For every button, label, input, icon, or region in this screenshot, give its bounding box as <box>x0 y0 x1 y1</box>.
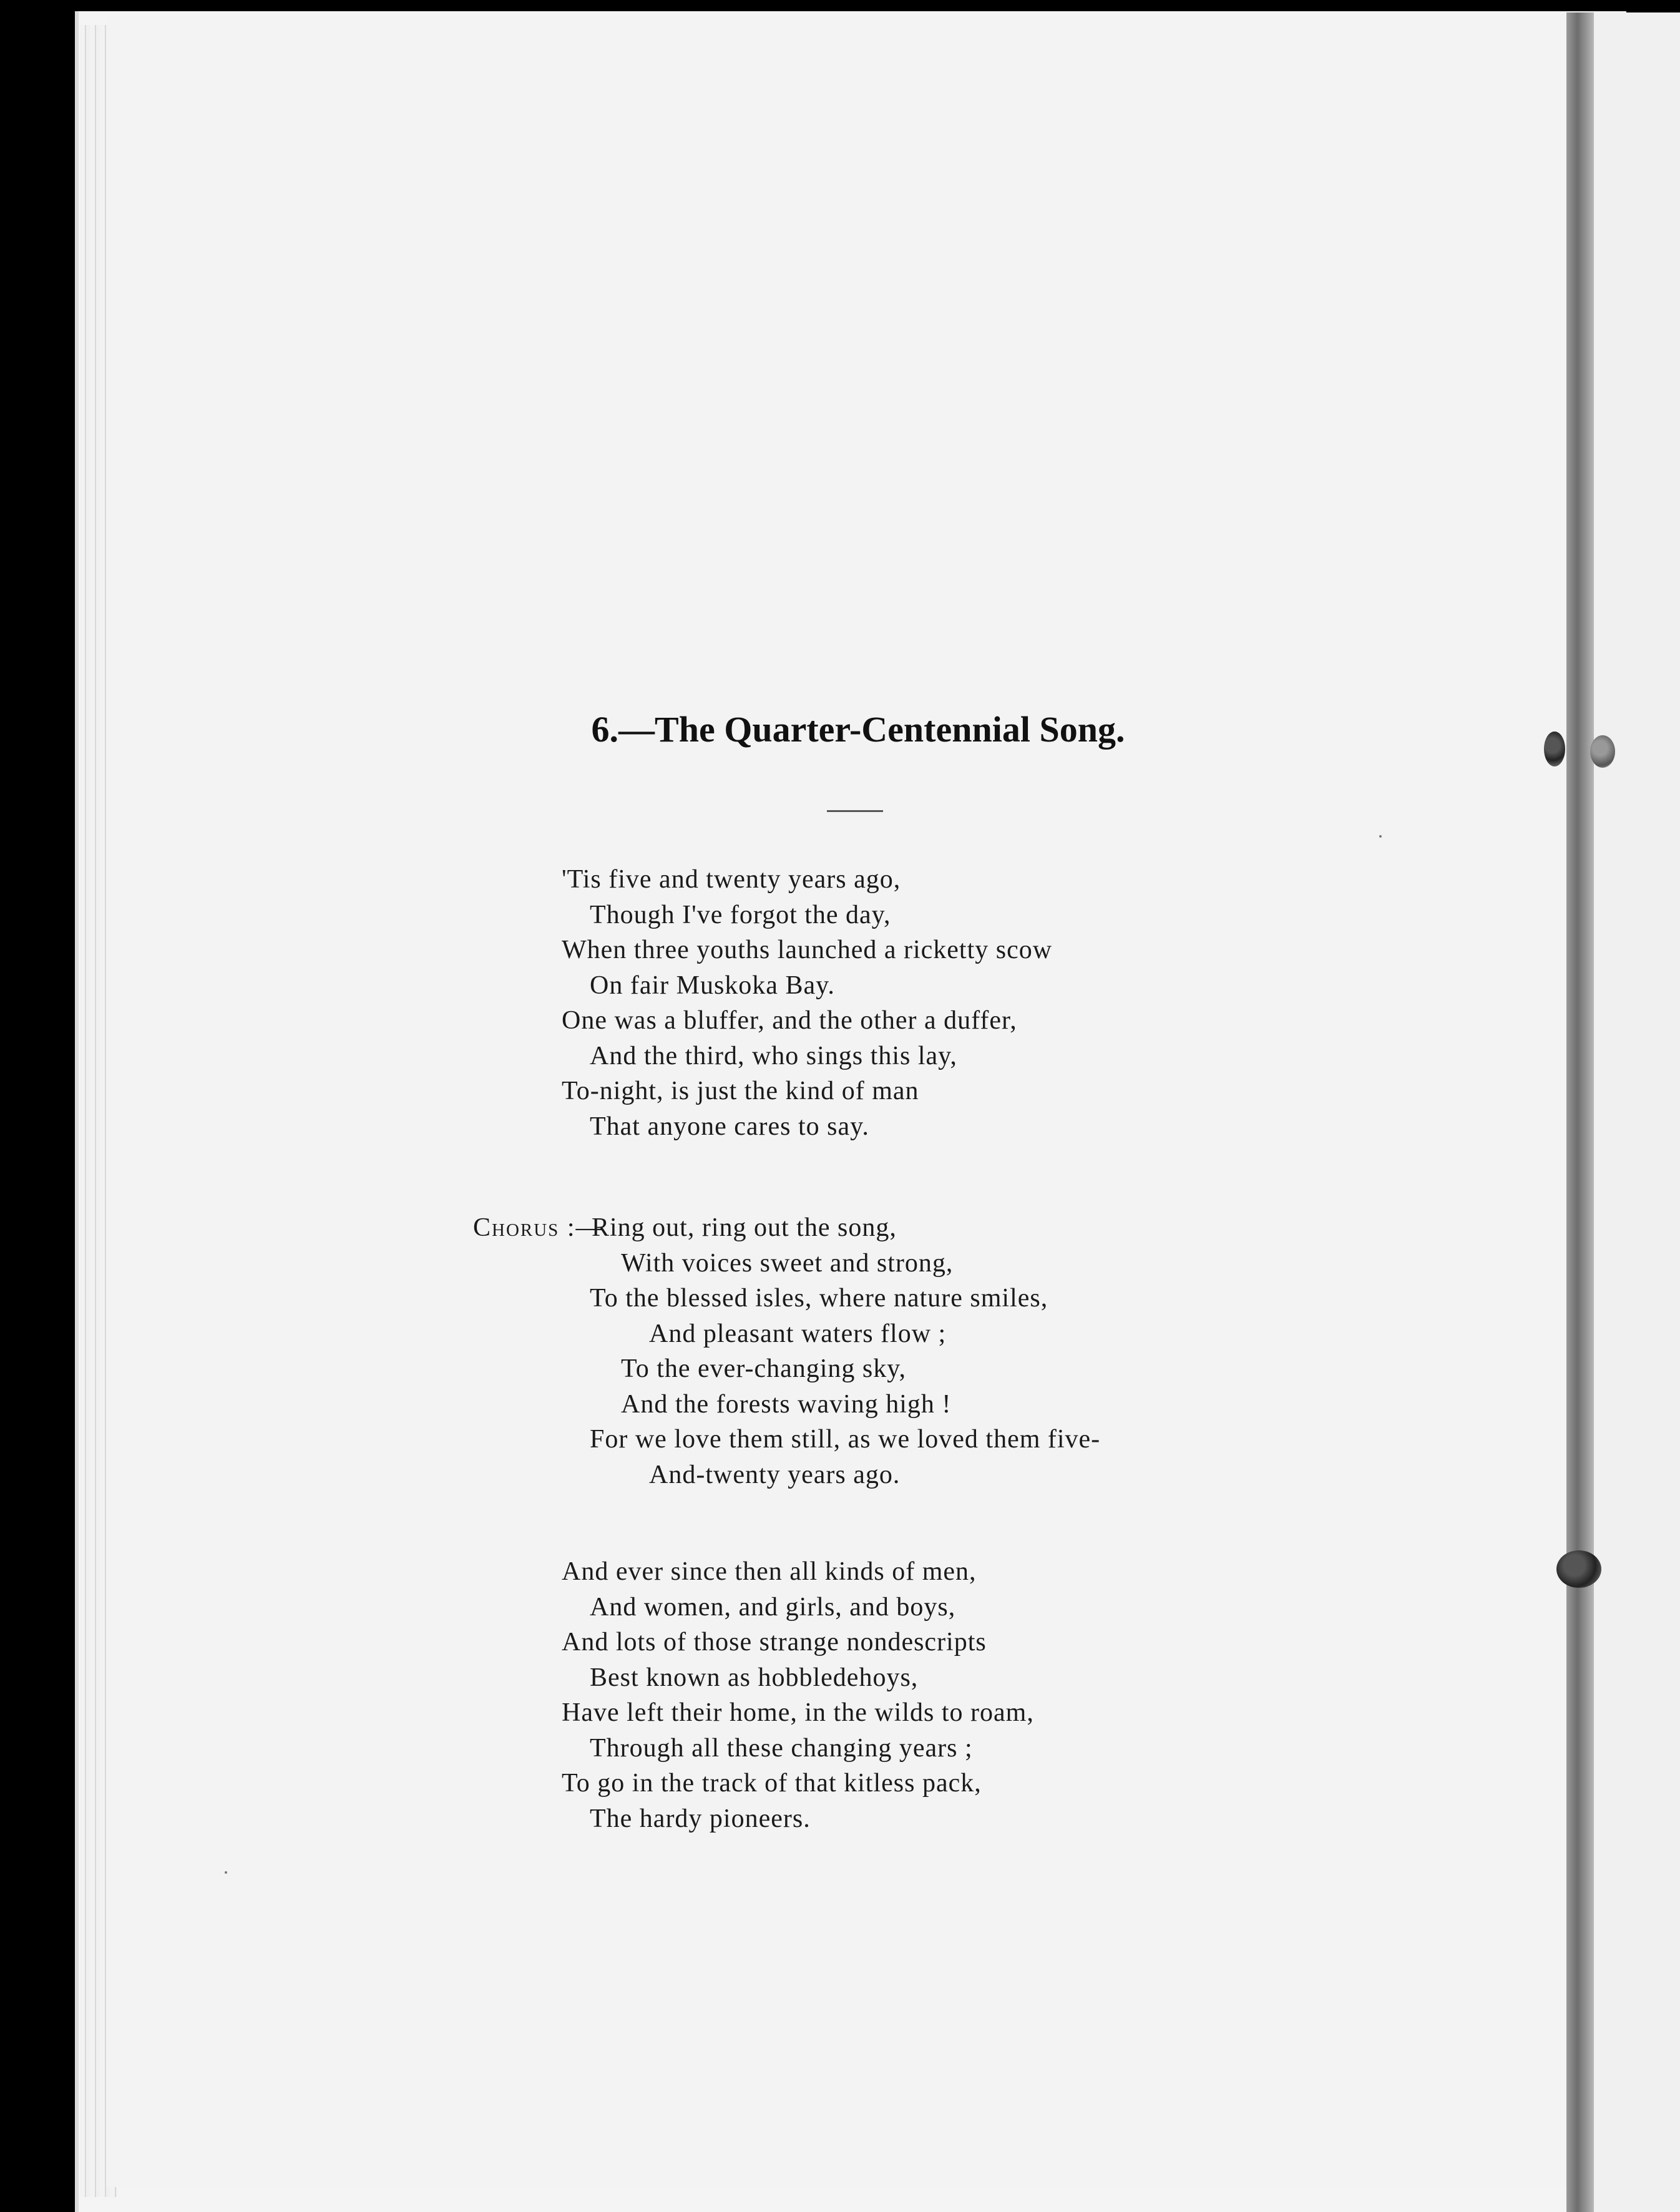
chorus-line: And pleasant waters flow ; <box>649 1319 947 1348</box>
binding-hole-middle <box>1556 1550 1601 1588</box>
binding-hole-top <box>1544 732 1565 766</box>
chorus-line: Ring out, ring out the song, <box>592 1213 897 1242</box>
verse-line: And ever since then all kinds of men, <box>562 1557 977 1586</box>
verse-line: Have left their home, in the wilds to roam, <box>562 1698 1034 1727</box>
verse-line: To go in the track of that kitless pack, <box>562 1769 982 1798</box>
chorus-line: To the blessed isles, where nature smiles, <box>590 1284 1048 1313</box>
chorus-line: For we love them still, as we loved them five- <box>590 1425 1101 1454</box>
verse-line: 'Tis five and twenty years ago, <box>562 865 901 894</box>
binding-hole-top-right <box>1590 735 1615 768</box>
verse-line: And women, and girls, and boys, <box>590 1592 956 1622</box>
chorus-line: And-twenty years ago. <box>649 1460 901 1489</box>
verse-line: To-night, is just the kind of man <box>562 1077 919 1105</box>
verse-line: On fair Muskoka Bay. <box>590 971 835 1000</box>
chorus-line: And the forests waving high ! <box>621 1389 952 1419</box>
verse-line: When three youths launched a ricketty scow <box>562 936 1053 964</box>
chorus-line: To the ever-changing sky, <box>621 1354 907 1383</box>
stanza-1 <box>562 862 1052 1144</box>
stanza-2 <box>562 1554 1034 1836</box>
page-speck <box>1379 835 1382 838</box>
verse-line: Though I've forgot the day, <box>590 900 891 929</box>
verse-line: Best known as hobbledehoys, <box>590 1663 919 1692</box>
page-speck <box>225 1871 227 1874</box>
verse-line: And the third, who sings this lay, <box>590 1041 957 1070</box>
verse-line: The hardy pioneers. <box>590 1804 811 1833</box>
verse-line: One was a bluffer, and the other a duffer, <box>562 1006 1017 1035</box>
chorus <box>562 1210 1100 1492</box>
facing-page-edge <box>1594 12 1680 2212</box>
chorus-line: With voices sweet and strong, <box>621 1248 954 1278</box>
verse-line: And lots of those strange nondescripts <box>562 1628 987 1657</box>
chorus-label: Chorus :— <box>473 1213 603 1242</box>
book-gutter <box>1566 12 1594 2212</box>
page-title: 6.—The Quarter-Centennial Song. <box>591 709 1125 750</box>
title-rule <box>827 810 883 812</box>
verse-line: That anyone cares to say. <box>590 1112 869 1141</box>
verse-line: Through all these changing years ; <box>590 1733 973 1763</box>
